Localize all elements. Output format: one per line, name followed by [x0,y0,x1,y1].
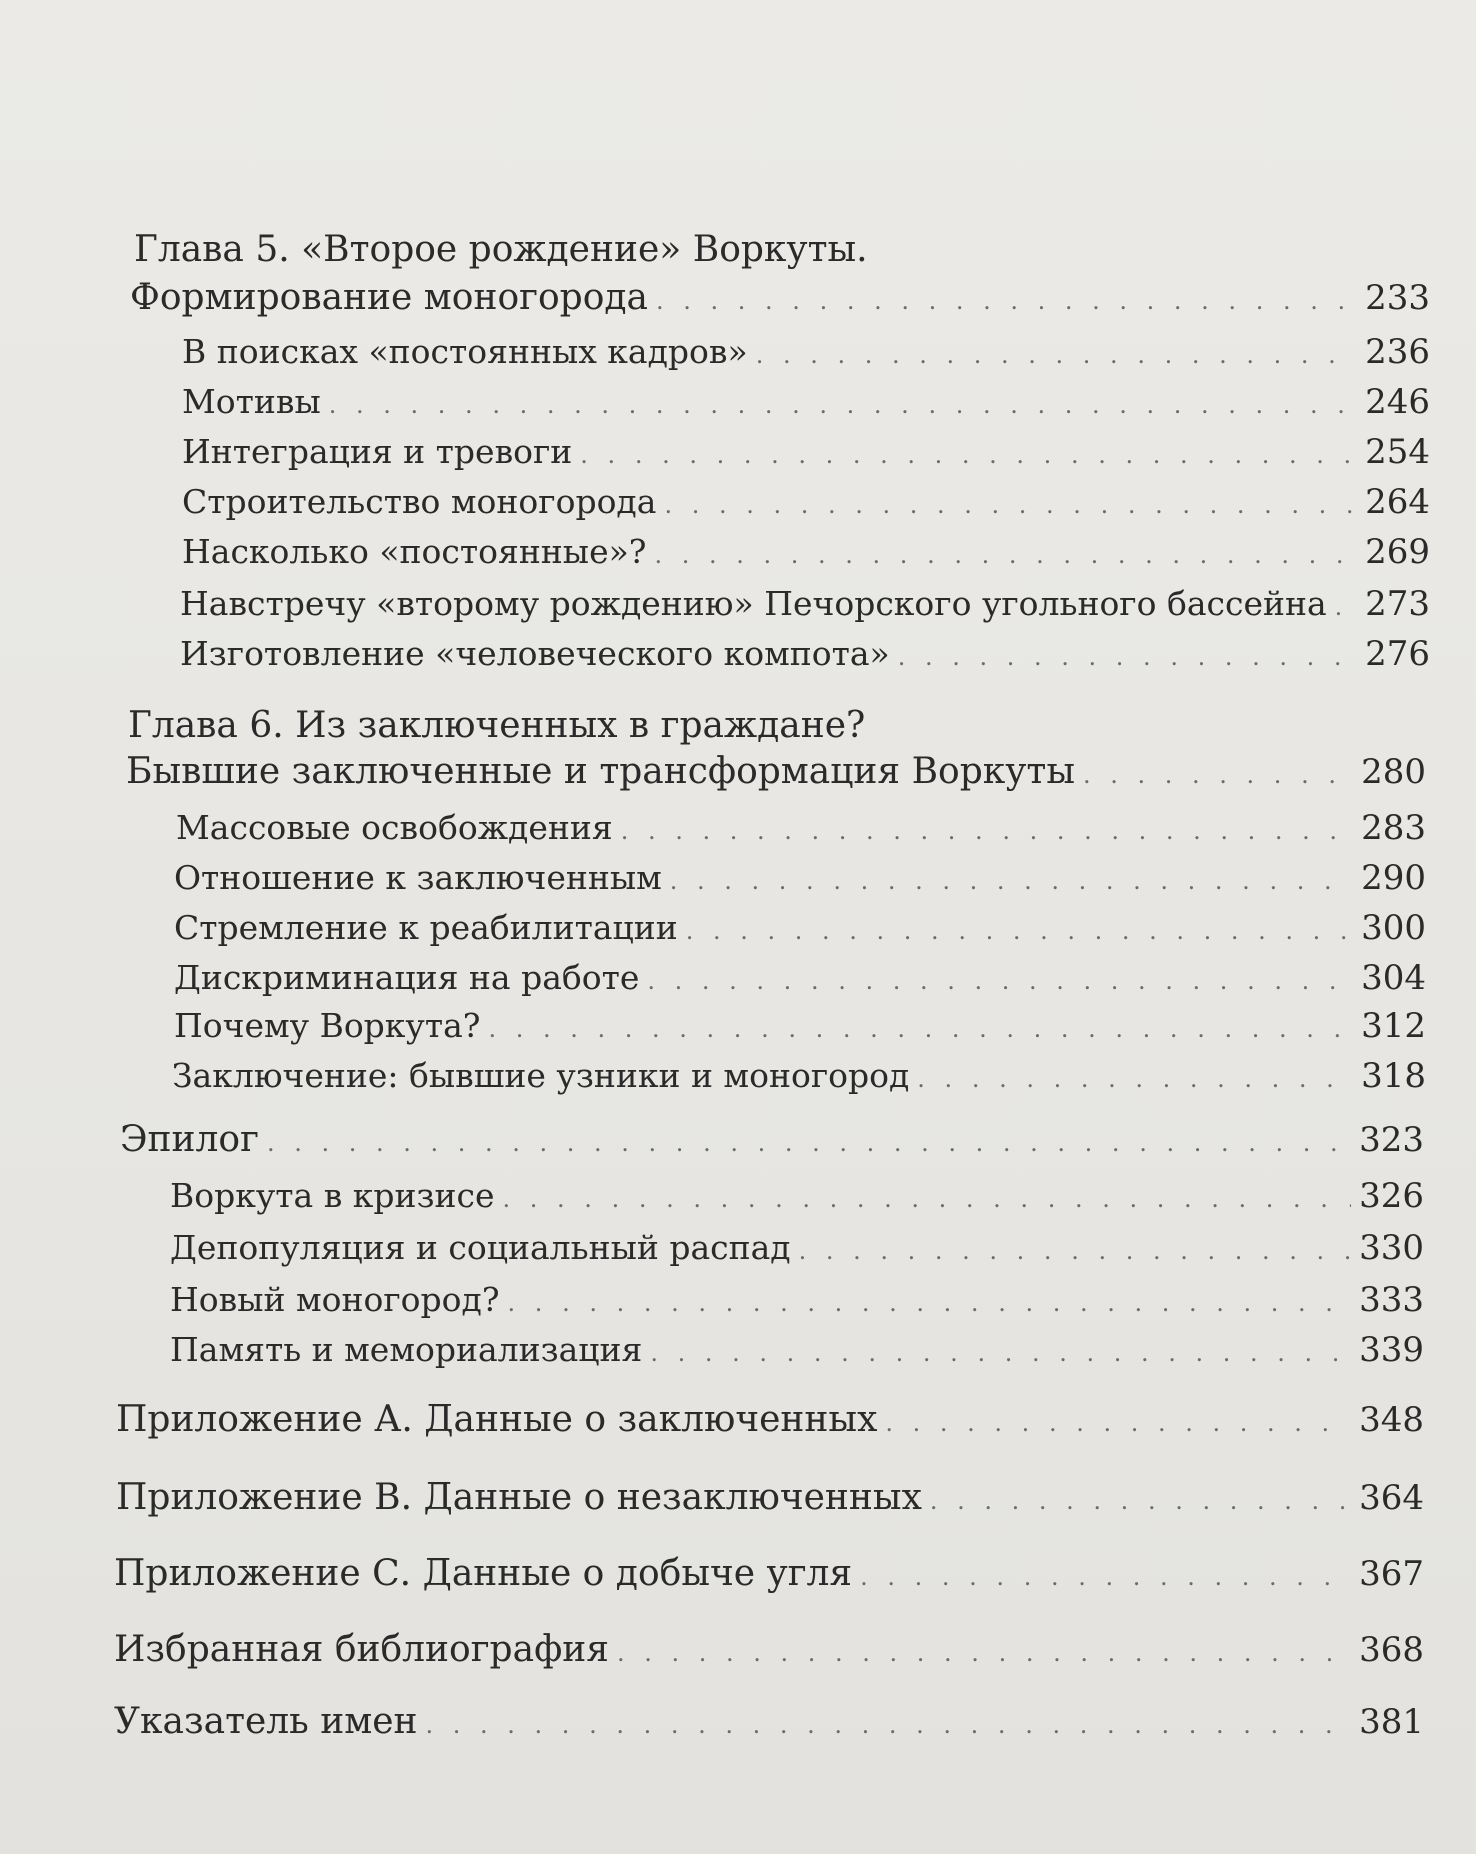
page-number: 304 [1361,958,1426,998]
entry-title: Память и мемориализация [170,1330,643,1369]
chapter-title-line1: Глава 6. Из заключенных в граждане? [128,705,866,746]
toc-entry-appendix[interactable] [116,1476,1424,1523]
leader-dots [664,483,1357,527]
appendix-title: Указатель имен [114,1701,418,1742]
page-number: 326 [1359,1176,1424,1216]
toc-entry[interactable] [170,1328,1424,1375]
toc-entry[interactable] [182,380,1430,427]
entry-title: Массовые освобождения [176,808,613,847]
page-number: 233 [1365,278,1430,318]
leader-dots [799,1229,1351,1273]
page-number: 276 [1365,634,1430,674]
page-number: 300 [1361,908,1426,948]
page-number: 339 [1359,1330,1424,1370]
entry-title: Дискриминация на работе [174,958,640,997]
appendix-title: Избранная библиография [114,1629,609,1670]
entry-title: В поисках «постоянных кадров» [182,332,748,371]
toc-entry-appendix[interactable] [114,1628,1424,1675]
page-number: 318 [1361,1056,1426,1096]
page-number: 381 [1359,1702,1424,1742]
chapter-title-line2: Бывшие заключенные и трансформация Воркуты [126,751,1075,792]
page-number: 254 [1365,432,1430,472]
leader-dots [885,1401,1351,1445]
toc-entry[interactable] [174,956,1426,1003]
leader-dots [930,1479,1351,1523]
chapter-title-line1: Глава 5. «Второе рождение» Воркуты. [134,229,868,270]
entry-title: Воркута в кризисе [170,1176,495,1215]
leader-dots [488,1007,1353,1051]
page-number: 264 [1365,482,1430,522]
page-number: 323 [1359,1120,1424,1160]
leader-dots [670,859,1353,903]
page-number: 290 [1361,858,1426,898]
leader-dots [917,1057,1353,1101]
toc-entry-chapter[interactable] [126,750,1426,797]
entry-title: Новый моногород? [170,1280,500,1319]
page-number: 330 [1359,1228,1424,1268]
entry-title: Интеграция и тревоги [182,432,573,471]
toc-entry[interactable] [172,1054,1426,1101]
toc-entry-appendix[interactable] [114,1552,1424,1599]
leader-dots [656,279,1357,323]
leader-dots [580,433,1357,477]
page-number: 333 [1359,1280,1424,1320]
leader-dots [621,809,1353,853]
page-number: 312 [1361,1006,1426,1046]
entry-title: Строительство моногорода [182,482,657,521]
toc-entry-chapter[interactable] [120,1118,1424,1165]
entry-title: Стремление к реабилитации [174,908,678,947]
leader-dots [654,533,1357,577]
page-number: 367 [1359,1554,1424,1594]
leader-dots [650,1331,1351,1375]
page-number: 236 [1365,332,1430,372]
toc-entry[interactable] [176,806,1426,853]
page-number: 273 [1365,584,1430,624]
chapter-title: Эпилог [120,1119,259,1160]
toc-entry[interactable] [170,1226,1424,1273]
page-number: 246 [1365,382,1430,422]
page-number: 280 [1361,752,1426,792]
leader-dots [267,1121,1351,1165]
entry-title: Почему Воркута? [174,1006,481,1045]
leader-dots [508,1281,1352,1325]
page-number: 348 [1359,1400,1424,1440]
toc-entry[interactable] [180,632,1430,679]
toc-entry-chapter[interactable] [130,276,1430,323]
leader-dots [898,635,1357,679]
page-number: 283 [1361,808,1426,848]
leader-dots [1083,753,1353,797]
leader-dots [329,383,1357,427]
leader-dots [647,959,1353,1003]
leader-dots [1335,585,1357,629]
entry-title: Депопуляция и социальный распад [170,1228,791,1267]
appendix-title: Приложение А. Данные о заключенных [116,1399,878,1440]
entry-title: Насколько «постоянные»? [182,532,647,571]
chapter-title-line2: Формирование моногорода [130,277,649,318]
leader-dots [860,1555,1351,1599]
toc-entry-appendix[interactable] [114,1700,1424,1747]
toc-entry[interactable] [170,1174,1424,1221]
entry-title: Изготовление «человеческого компота» [180,634,890,673]
toc-entry[interactable] [182,530,1430,577]
leader-dots [503,1177,1352,1221]
page-number: 368 [1359,1630,1424,1670]
toc-entry[interactable] [174,1004,1426,1051]
entry-title: Навстречу «второму рождению» Печорского угольного бассейна [180,584,1327,623]
appendix-title: Приложение В. Данные о незаключенных [116,1477,922,1518]
toc-entry[interactable] [182,430,1430,477]
toc-entry[interactable] [170,1278,1424,1325]
entry-title: Мотивы [182,382,321,421]
toc-entry[interactable] [182,330,1430,377]
toc-entry-appendix[interactable] [116,1398,1424,1445]
entry-title: Отношение к заключенным [174,858,662,897]
appendix-title: Приложение С. Данные о добыче угля [114,1553,853,1594]
entry-title: Заключение: бывшие узники и моногород [172,1056,910,1095]
toc-entry[interactable] [180,582,1430,629]
leader-dots [617,1631,1351,1675]
leader-dots [426,1703,1352,1747]
leader-dots [686,909,1353,953]
leader-dots [756,333,1357,377]
page-number: 269 [1365,532,1430,572]
page-number: 364 [1359,1478,1424,1518]
toc-entry[interactable] [174,906,1426,953]
toc-entry[interactable] [174,856,1426,903]
toc-entry[interactable] [182,480,1430,527]
